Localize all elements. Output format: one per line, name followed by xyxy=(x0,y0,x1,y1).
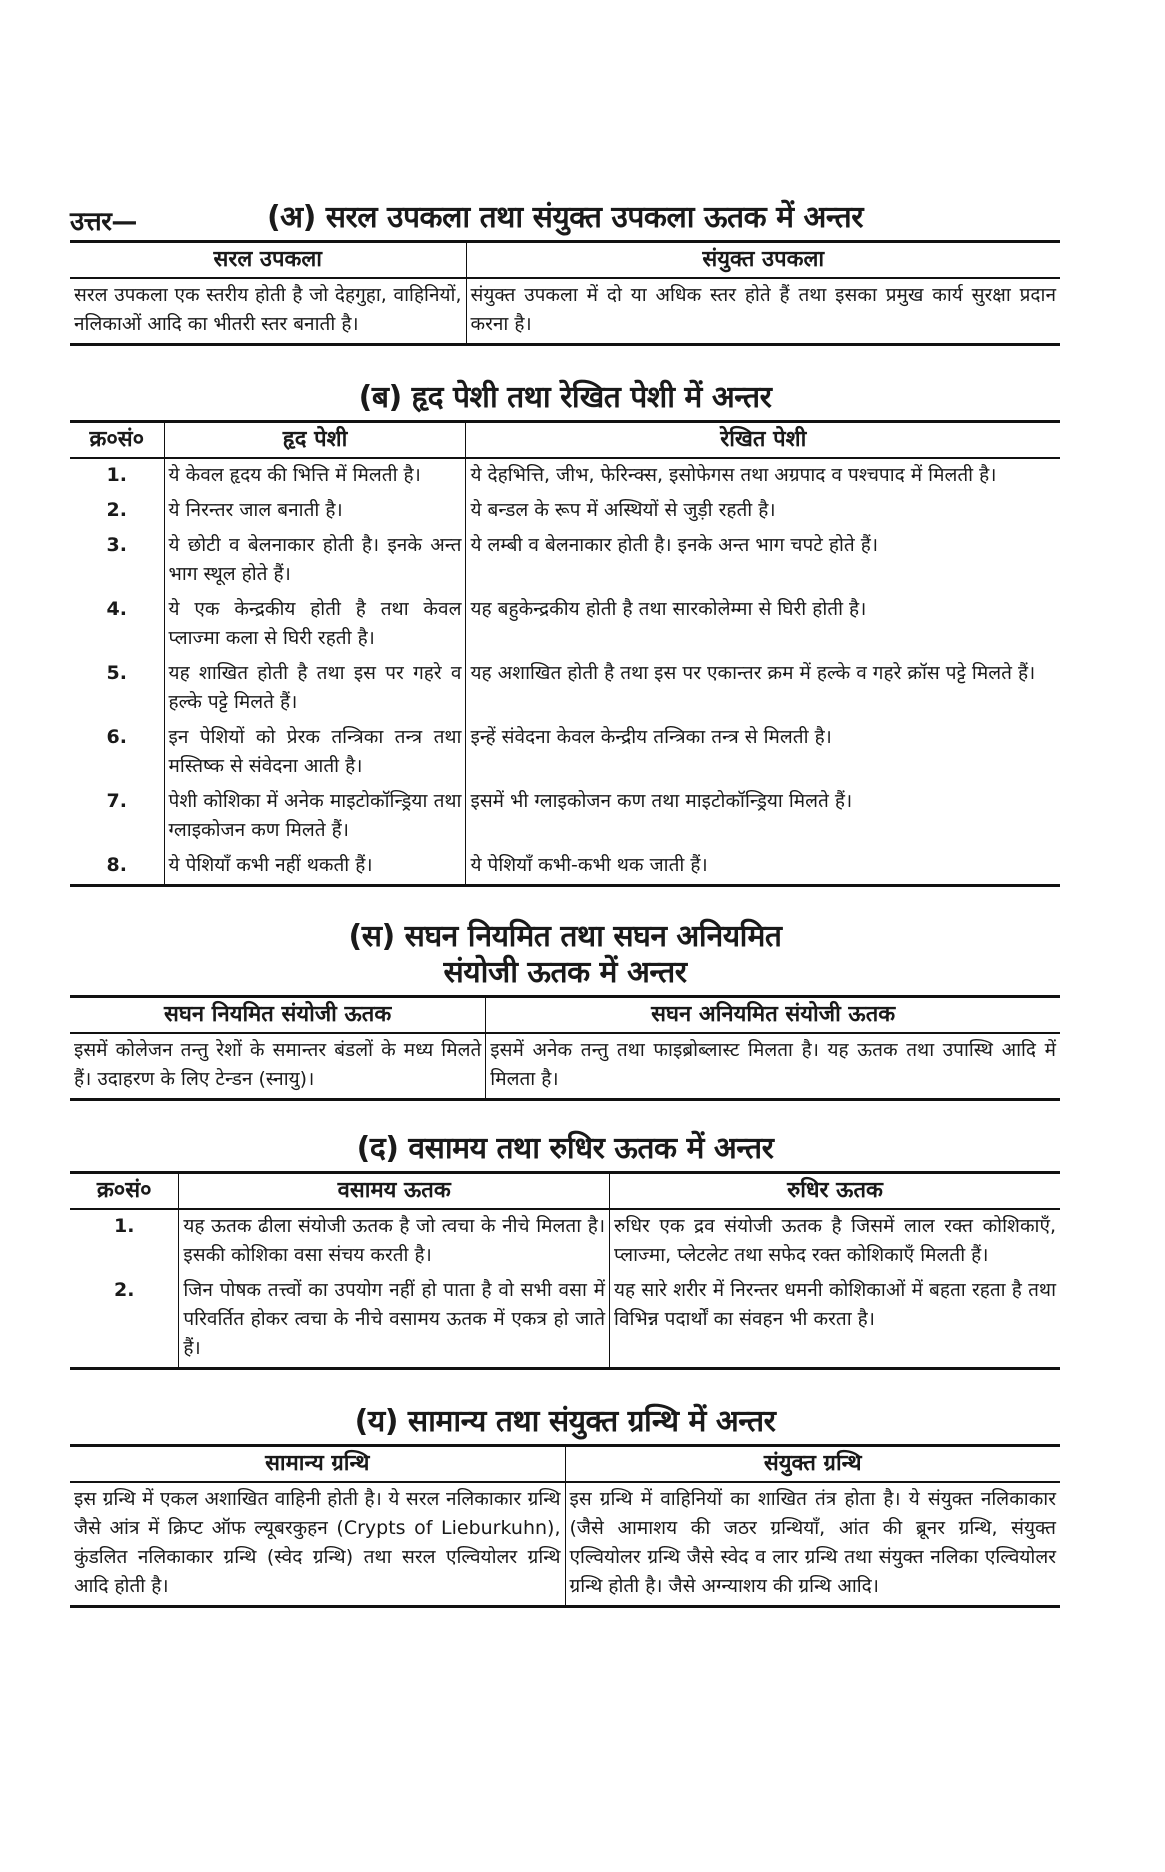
table-cell: यह ऊतक ढीला संयोजी ऊतक है जो त्वचा के नीचे मिलता है। इसकी कोशिका वसा संचय करती है। xyxy=(179,1209,610,1274)
table-cell: ये केवल हृदय की भित्ति में मिलती है। xyxy=(164,458,466,494)
table-cell: इस ग्रन्थि में एकल अशाखित वाहिनी होती है। ये सरल नलिकाकार ग्रन्थि जैसे आंत्र में क्रिप्ट ऑफ ल्यूबरकुहन (Crypts of Lieburkuhn), कुंडलित नलिकाकार ग्रन्थि (स्वेद ग्रन्थि) तथा सरल एल्वियोलर ग्रन्थि आदि होती है। xyxy=(74,1488,561,1597)
table-cell: सरल उपकला एक स्तरीय होती है जो देहगुहा, वाहिनियों, नलिकाओं आदि का भीतरी स्तर बनाती है। xyxy=(74,284,462,335)
table-cell: पेशी कोशिका में अनेक माइटोकॉन्ड्रिया तथा ग्लाइकोजन कण मिलते हैं। xyxy=(164,785,466,849)
column-header: सामान्य ग्रन्थि xyxy=(70,1446,565,1483)
table-cell: इन पेशियों को प्रेरक तन्त्रिका तन्त्र तथा मस्तिष्क से संवेदना आती है। xyxy=(164,721,466,785)
row-number: 1. xyxy=(113,1215,135,1237)
row-number: 2. xyxy=(113,1279,135,1301)
table-cell: इसमें कोलेजन तन्तु रेशों के समान्तर बंडलों के मध्य मिलते हैं। उदाहरण के लिए टेन्डन (स्नायु)। xyxy=(74,1039,482,1090)
column-header: सरल उपकला xyxy=(70,242,466,279)
table-row xyxy=(70,1033,1060,1100)
answer-label: उत्तर— xyxy=(70,207,137,237)
table-row xyxy=(70,1274,1060,1369)
row-number: 6. xyxy=(106,726,127,748)
table-cell: यह अशाखित होती है तथा इस पर एकान्तर क्रम में हल्के व गहरे क्रॉस पट्टे मिलते हैं। xyxy=(466,657,1060,721)
column-header: सघन अनियमित संयोजी ऊतक xyxy=(486,997,1060,1034)
table-adipose-vs-blood xyxy=(70,1171,1060,1370)
table-row xyxy=(70,721,1060,785)
row-number: 3. xyxy=(106,534,127,556)
column-header: वसामय ऊतक xyxy=(179,1173,610,1210)
table-cell: ये लम्बी व बेलनाकार होती है। इनके अन्त भाग चपटे होते हैं। xyxy=(466,529,1060,593)
document-page xyxy=(70,200,1060,1608)
row-number: 7. xyxy=(106,790,127,812)
table-row xyxy=(70,458,1060,494)
column-header: संयुक्त ग्रन्थि xyxy=(565,1446,1060,1483)
row-number: 4. xyxy=(106,598,127,620)
table-row xyxy=(70,1482,1060,1607)
table-row xyxy=(70,849,1060,886)
table-cell: रुधिर एक द्रव संयोजी ऊतक है जिसमें लाल रक्त कोशिकाएँ, प्लाज्मा, प्लेटलेट तथा सफेद रक्त कोशिकाएँ मिलती हैं। xyxy=(610,1209,1060,1274)
table-cell: संयुक्त उपकला में दो या अधिक स्तर होते हैं तथा इसका प्रमुख कार्य सुरक्षा प्रदान करना है। xyxy=(466,278,1060,345)
table-cell: इन्हें संवेदना केवल केन्द्रीय तन्त्रिका तन्त्र से मिलती है। xyxy=(466,721,1060,785)
section-e-title: (य) सामान्य तथा संयुक्त ग्रन्थि में अन्तर xyxy=(354,1404,776,1439)
table-cell: ये एक केन्द्रकीय होती है तथा केवल प्लाज्मा कला से घिरी रहती है। xyxy=(164,593,466,657)
table-cell: ये बन्डल के रूप में अस्थियों से जुड़ी रहती है। xyxy=(466,494,1060,529)
table-cell: इस ग्रन्थि में वाहिनियों का शाखित तंत्र होता है। ये संयुक्त नलिकाकार (जैसे आमाशय की जठर ग्रन्थियाँ, आंत की ब्रूनर ग्रन्थि, संयुक्त एल्वियोलर ग्रन्थि जैसे स्वेद व लार ग्रन्थि तथा संयुक्त नलिका एल्वियोलर ग्रन्थि होती है। जैसे अग्न्याशय की ग्रन्थि आदि। xyxy=(565,1482,1060,1607)
column-header: क्र०सं० xyxy=(70,422,164,459)
row-number: 5. xyxy=(106,662,127,684)
table-cell: ये देहभित्ति, जीभ, फेरिन्क्स, इसोफेगस तथा अग्रपाद व पश्चपाद में मिलती है। xyxy=(466,458,1060,494)
column-header: क्र०सं० xyxy=(70,1173,179,1210)
table-simple-vs-compound-gland xyxy=(70,1444,1060,1608)
table-cell: जिन पोषक तत्त्वों का उपयोग नहीं हो पाता है वो सभी वसा में परिवर्तित होकर त्वचा के नीचे वसामय ऊतक में एकत्र हो जाते हैं। xyxy=(179,1274,610,1369)
row-number: 2. xyxy=(106,499,127,521)
table-row xyxy=(70,785,1060,849)
section-a-heading xyxy=(70,200,1060,236)
column-header: रुधिर ऊतक xyxy=(610,1173,1060,1210)
row-number: 1. xyxy=(106,464,127,486)
table-cell: ये निरन्तर जाल बनाती है। xyxy=(164,494,466,529)
table-simple-vs-compound-epithelium xyxy=(70,240,1060,346)
table-cardiac-vs-striated-muscle xyxy=(70,420,1060,887)
table-row xyxy=(70,494,1060,529)
table-cell: ये पेशियाँ कभी नहीं थकती हैं। xyxy=(164,849,466,886)
section-c-heading xyxy=(70,919,1060,991)
column-header: सघन नियमित संयोजी ऊतक xyxy=(70,997,486,1034)
section-c-title-line2: संयोजी ऊतक में अन्तर xyxy=(443,955,687,990)
table-dense-regular-vs-irregular xyxy=(70,995,1060,1101)
section-d-title: (द) वसामय तथा रुधिर ऊतक में अन्तर xyxy=(356,1131,774,1166)
column-header: संयुक्त उपकला xyxy=(466,242,1060,279)
table-row xyxy=(70,1209,1060,1274)
table-cell: यह बहुकेन्द्रकीय होती है तथा सारकोलेम्मा से घिरी होती है। xyxy=(466,593,1060,657)
table-cell: इसमें भी ग्लाइकोजन कण तथा माइटोकॉन्ड्रिया मिलते हैं। xyxy=(466,785,1060,849)
column-header: रेखित पेशी xyxy=(466,422,1060,459)
section-b-title: (ब) हृद पेशी तथा रेखित पेशी में अन्तर xyxy=(358,380,772,415)
column-header: हृद पेशी xyxy=(164,422,466,459)
section-c-title-line1: (स) सघन नियमित तथा सघन अनियमित xyxy=(348,919,782,954)
row-number: 8. xyxy=(106,854,127,876)
table-cell: ये छोटी व बेलनाकार होती है। इनके अन्त भाग स्थूल होते हैं। xyxy=(164,529,466,593)
table-row xyxy=(70,278,1060,345)
table-cell: यह शाखित होती है तथा इस पर गहरे व हल्के पट्टे मिलते हैं। xyxy=(164,657,466,721)
table-row xyxy=(70,593,1060,657)
table-cell: यह सारे शरीर में निरन्तर धमनी कोशिकाओं में बहता रहता है तथा विभिन्न पदार्थों का संवहन भी करता है। xyxy=(610,1274,1060,1369)
section-a-title: (अ) सरल उपकला तथा संयुक्त उपकला ऊतक में अन्तर xyxy=(266,200,864,235)
table-row xyxy=(70,529,1060,593)
table-cell: ये पेशियाँ कभी-कभी थक जाती हैं। xyxy=(466,849,1060,886)
table-cell: इसमें अनेक तन्तु तथा फाइब्रोब्लास्ट मिलता है। यह ऊतक तथा उपास्थि आदि में मिलता है। xyxy=(486,1033,1060,1100)
table-row xyxy=(70,657,1060,721)
